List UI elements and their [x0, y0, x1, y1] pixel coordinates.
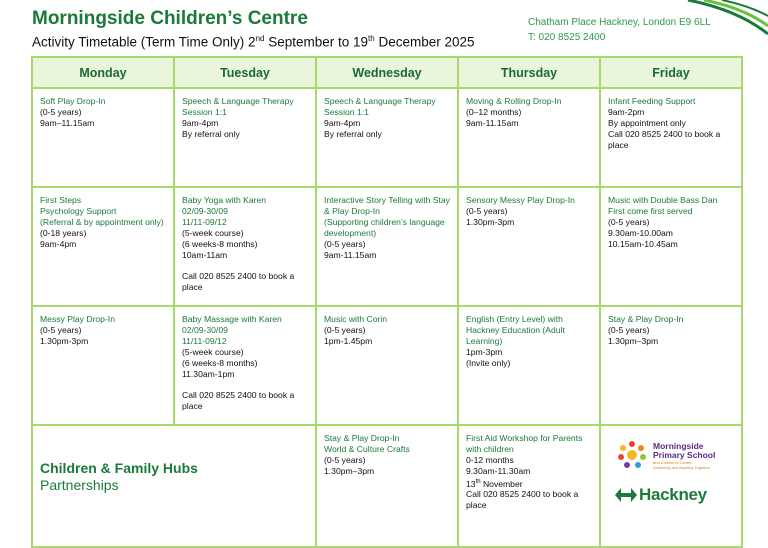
day-header-row	[32, 57, 742, 88]
activity-detail: (0-5 years)	[608, 216, 650, 227]
activity-detail: 1.30pm–3pm	[324, 465, 375, 476]
activity-title: Speech & Language Therapy Session 1:1	[182, 96, 294, 117]
activity-cell	[600, 306, 742, 425]
activity-detail: Call 020 8525 2400 to book a place	[182, 271, 295, 293]
activity-cell	[174, 88, 316, 187]
activity-title: Interactive Story Telling with Stay & Play Drop-In (Supporting children’s language development)	[324, 195, 450, 238]
activity-detail	[182, 260, 309, 271]
activity-detail: Call 020 8525 2400 to book a place	[466, 489, 579, 511]
activity-detail: 10.15am-10.45am	[608, 238, 678, 249]
activity-detail: (0-5 years)	[466, 205, 508, 216]
hubs-title: Children & Family Hubs	[40, 460, 198, 476]
logos-cell	[600, 425, 742, 547]
activity-cell	[600, 88, 742, 187]
activity-detail: (0-5 years)	[608, 324, 650, 335]
activity-detail: 10am-11am	[182, 249, 228, 260]
activity-cell	[316, 88, 458, 187]
activity-title: Soft Play Drop-In	[40, 96, 106, 106]
day-header-thursday: Thursday	[458, 57, 600, 88]
activity-detail: 9am-2pm	[608, 106, 645, 117]
activity-cell-wednesday-4	[316, 425, 458, 547]
activity-cell	[316, 306, 458, 425]
activity-title: Speech & Language Therapy Session 1:1	[324, 96, 436, 117]
activity-cell	[174, 187, 316, 306]
activity-detail: 1.30pm-3pm	[466, 216, 515, 227]
activity-detail: 1.30pm–3pm	[608, 335, 659, 346]
activity-detail: (0-5 years)	[324, 238, 366, 249]
day-header-wednesday: Wednesday	[316, 57, 458, 88]
contact-address: Chatham Place Hackney, London E9 6LL	[528, 17, 711, 28]
activity-detail: 9.30am-10.00am	[608, 227, 673, 238]
activity-detail: 1.30pm-3pm	[40, 335, 89, 346]
activity-detail: 1pm-3pm	[466, 346, 503, 357]
activity-detail: (5-week course)	[182, 346, 244, 357]
activity-title: Baby Yoga with Karen 02/09-30/09 11/11-09/12	[182, 195, 267, 227]
activity-cell	[458, 306, 600, 425]
activity-detail: 9am-4pm	[182, 117, 219, 128]
activity-title: Music with Corin	[324, 314, 388, 324]
activity-detail: (5-week course)	[182, 227, 244, 238]
page-title: Morningside Children’s Centre	[32, 8, 308, 29]
activity-cell	[458, 88, 600, 187]
activity-cell	[32, 88, 174, 187]
timetable-row-3	[32, 306, 742, 425]
day-header-friday: Friday	[600, 57, 742, 88]
activity-cell	[174, 306, 316, 425]
activity-title: Sensory Messy Play Drop-In	[466, 195, 575, 205]
activity-detail: (6 weeks-8 months)	[182, 238, 258, 249]
contact-block	[528, 15, 711, 45]
activity-detail: (0-5 years)	[324, 324, 366, 335]
timetable-row-4	[32, 425, 742, 547]
timetable-row-1	[32, 88, 742, 187]
day-header-tuesday: Tuesday	[174, 57, 316, 88]
activity-title: Infant Feeding Support	[608, 96, 696, 106]
hubs-subtitle: Partnerships	[40, 477, 119, 493]
activity-detail: (0-5 years)	[324, 454, 366, 465]
activity-cell	[600, 187, 742, 306]
hubs-partnership-cell	[32, 425, 316, 547]
activity-date: 13th November	[466, 478, 523, 489]
activity-detail: (0–12 months)	[466, 106, 522, 117]
activity-detail: 9am-4pm	[324, 117, 361, 128]
activity-title: Messy Play Drop-In	[40, 314, 115, 324]
activity-detail: 9am-4pm	[40, 238, 77, 249]
hackney-council-logo: Hackney	[615, 484, 707, 506]
hackney-h-mark-icon	[615, 486, 637, 504]
activity-detail: 9am–11.15am	[40, 117, 95, 128]
contact-phone: T: 020 8525 2400	[528, 32, 606, 43]
activity-cell-thursday-4	[458, 425, 600, 547]
timetable-row-2	[32, 187, 742, 306]
activity-detail: Call 020 8525 2400 to book a place	[182, 390, 295, 412]
activity-detail: 1pm-1.45pm	[324, 335, 373, 346]
activity-detail: By appointment only	[608, 117, 686, 128]
activity-title: Music with Double Bass Dan First come first served	[608, 195, 718, 216]
day-header-monday: Monday	[32, 57, 174, 88]
activity-detail: 11.30am-1pm	[182, 368, 235, 379]
page-subtitle: Activity Timetable (Term Time Only) 2nd September to 19th December 2025	[32, 34, 475, 50]
activity-detail: (0-5 years)	[40, 324, 82, 335]
activity-detail: (Invite only)	[466, 357, 511, 368]
activity-detail	[182, 379, 309, 390]
activity-title: Stay & Play Drop-In	[608, 314, 684, 324]
school-logo-name: Morningside Primary School	[653, 441, 716, 460]
morningside-school-logo	[617, 440, 737, 476]
activity-detail: Call 020 8525 2400 to book a place	[608, 128, 721, 150]
timetable	[31, 56, 743, 548]
activity-title: Stay & Play Drop-In World & Culture Crafts	[324, 433, 410, 454]
activity-title: Baby Massage with Karen 02/09-30/09 11/11-09/12	[182, 314, 282, 346]
school-logo-tagline: and Children's Centre Achieving and Aspiring Together	[653, 460, 711, 470]
activity-title: First Steps Psychology Support (Referral & by appointment only)	[40, 195, 164, 227]
activity-title: First Aid Workshop for Parents with children	[466, 433, 583, 454]
activity-cell	[32, 187, 174, 306]
activity-detail: By referral only	[324, 128, 382, 139]
activity-detail: 9am-11.15am	[466, 117, 519, 128]
activity-cell	[316, 187, 458, 306]
sun-logo-icon	[617, 440, 647, 470]
activity-detail: 9.30am-11.30am	[466, 465, 531, 476]
activity-detail: 0-12 months	[466, 454, 514, 465]
activity-detail: By referral only	[182, 128, 240, 139]
activity-title: English (Entry Level) with Hackney Education (Adult Learning)	[466, 314, 565, 346]
activity-title: Moving & Rolling Drop-In	[466, 96, 562, 106]
activity-detail: (6 weeks-8 months)	[182, 357, 258, 368]
activity-cell	[458, 187, 600, 306]
activity-detail: (0-5 years)	[40, 106, 82, 117]
activity-detail: (0-18 years)	[40, 227, 87, 238]
activity-detail: 9am-11.15am	[324, 249, 377, 260]
activity-cell	[32, 306, 174, 425]
